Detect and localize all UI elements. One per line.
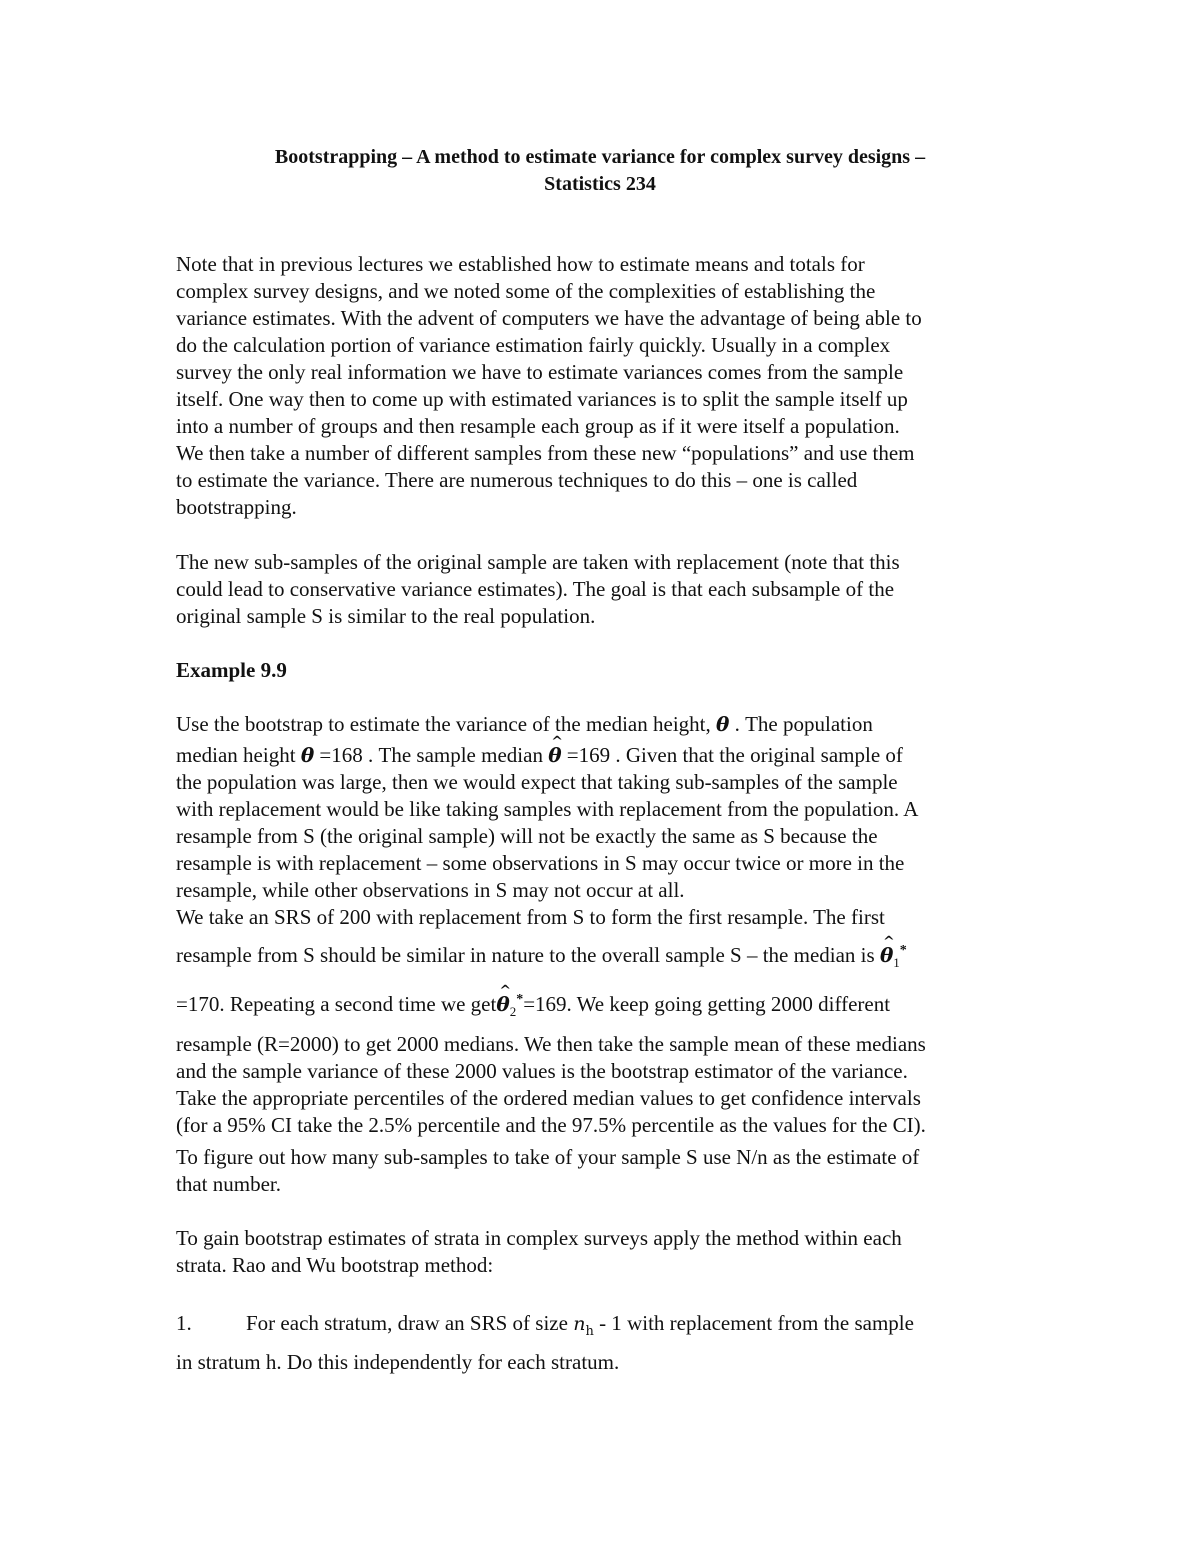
text-span: =169. We keep going getting 2000 different — [523, 992, 891, 1017]
text-span: =169 . Given that the original sample of — [561, 743, 903, 767]
text-line: Note that in previous lectures we established how to estimate means and totals for — [176, 252, 865, 276]
text-line — [176, 742, 1036, 769]
list-number: 1. — [176, 1311, 192, 1335]
text-line: To gain bootstrap estimates of strata in complex surveys apply the method within each — [176, 1226, 902, 1250]
text-span: median height — [176, 743, 301, 767]
text-line: bootstrapping. — [176, 495, 297, 519]
text-line: resample, while other observations in S may not occur at all. — [176, 878, 685, 902]
text-span: - 1 — [593, 1311, 622, 1335]
theta-hat-symbol: ^ θ — [880, 942, 893, 969]
text-line — [176, 986, 1036, 1025]
example-paragraph — [176, 711, 1036, 1139]
text-line: The new sub-samples of the original sample are taken with replacement (note that this — [176, 550, 900, 574]
text-span: . The population — [729, 712, 873, 736]
subscript: 1 — [893, 955, 900, 971]
intro-paragraph — [176, 251, 1036, 521]
theta-symbol: θ — [300, 743, 315, 767]
numbered-list-item — [176, 1310, 1036, 1376]
text-line: variance estimates. With the advent of computers we have the advantage of being able to — [176, 306, 922, 330]
text-line: complex survey designs, and we noted some of the complexities of establishing the — [176, 279, 876, 303]
text-span: Use the bootstrap to estimate the variance of the median height, — [176, 712, 716, 736]
title-line-1: Bootstrapping – A method to estimate variance for complex survey designs – — [274, 146, 926, 168]
subscript: h — [585, 1324, 594, 1340]
text-line: itself. One way then to come up with estimated variances is to split the sample itself up — [176, 387, 908, 411]
text-line: We then take a number of different samples from these new “populations” and use them — [176, 441, 915, 465]
document-title — [150, 144, 1050, 198]
text-line: Take the appropriate percentiles of the ordered median values to get confidence intervals — [176, 1086, 921, 1111]
text-span: =168 . The sample median — [314, 743, 549, 767]
text-line: original sample S is similar to the real population. — [176, 604, 596, 628]
text-line — [176, 1310, 1036, 1345]
text-line: survey the only real information we have to estimate variances comes from the sample — [176, 360, 904, 384]
text-line: do the calculation portion of variance estimation fairly quickly. Usually in a complex — [176, 333, 891, 357]
text-span: resample from S should be similar in nature to the overall sample S – the median is — [176, 943, 880, 967]
text-line: (for a 95% CI take the 2.5% percentile and the 97.5% percentile as the values for the CI). — [176, 1113, 926, 1138]
text-line: and the sample variance of these 2000 values is the bootstrap estimator of the variance. — [176, 1059, 908, 1084]
n-symbol: n — [573, 1313, 586, 1335]
text-span: with replacement from the sample — [621, 1311, 914, 1335]
text-line: We take an SRS of 200 with replacement from S to form the first resample. The first — [176, 905, 885, 929]
text-line: with replacement would be like taking samples with replacement from the population. A — [176, 797, 919, 821]
text-line: that number. — [176, 1172, 281, 1196]
title-line-2: Statistics 234 — [544, 173, 656, 195]
text-line — [176, 711, 1036, 738]
subsamples-paragraph — [176, 1144, 1036, 1198]
example-heading: Example 9.9 — [176, 658, 287, 682]
theta-hat-symbol: ^ θ — [496, 991, 509, 1018]
superscript-star: * — [516, 992, 524, 1008]
text-line: in stratum h. Do this independently for each stratum. — [176, 1350, 620, 1375]
text-line: resample (R=2000) to get 2000 medians. We then take the sample mean of these medians — [176, 1032, 926, 1057]
text-line: could lead to conservative variance estimates). The goal is that each subsample of the — [176, 577, 895, 601]
theta-symbol: θ — [716, 712, 730, 736]
strata-paragraph — [176, 1225, 1036, 1279]
text-span: =170. Repeating a second time we get — [176, 992, 497, 1017]
text-span: For each stratum, draw an SRS of size — [246, 1311, 574, 1335]
text-line: the population was large, then we would expect that taking sub-samples of the sample — [176, 770, 898, 794]
text-line: resample is with replacement – some observations in S may occur twice or more in the — [176, 851, 905, 875]
text-line: to estimate the variance. There are numerous techniques to do this – one is called — [176, 468, 858, 492]
text-line: strata. Rao and Wu bootstrap method: — [176, 1253, 494, 1277]
text-line — [176, 937, 1036, 976]
superscript-star: * — [899, 943, 907, 958]
theta-hat-symbol: ^ θ — [548, 742, 561, 769]
subscript: 2 — [509, 1004, 517, 1020]
text-line: To figure out how many sub-samples to take of your sample S use N/n as the estimate of — [176, 1145, 920, 1169]
text-line: resample from S (the original sample) will not be exactly the same as S because the — [176, 824, 878, 848]
replacement-paragraph — [176, 549, 1036, 630]
text-line: into a number of groups and then resample each group as if it were itself a population. — [176, 414, 900, 438]
